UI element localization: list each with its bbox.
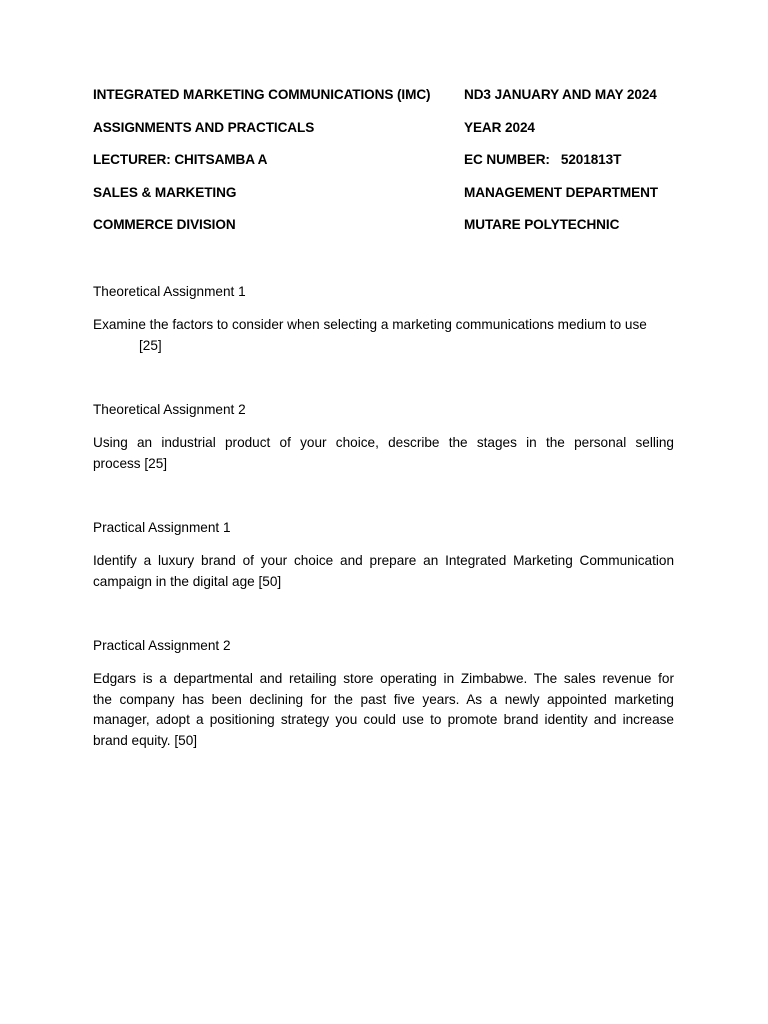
assignment-mark: brand equity. [50] — [93, 733, 198, 749]
assignment-title-practical-2: Practical Assignment 2 — [93, 638, 231, 653]
department-name: MANAGEMENT DEPARTMENT — [464, 185, 658, 200]
assignment-text-line: Edgars is a departmental and retailing store operating in Zimbabwe. The sales revenue for — [93, 671, 674, 686]
document-type: ASSIGNMENTS AND PRACTICALS — [93, 120, 315, 135]
header-row-3 — [93, 152, 693, 172]
assignment-title-theoretical-2: Theoretical Assignment 2 — [93, 402, 246, 417]
assignment-mark: [25] — [139, 337, 162, 353]
program-name: SALES & MARKETING — [93, 185, 237, 200]
year-label: YEAR 2024 — [464, 120, 535, 135]
assignment-text-line: Examine the factors to consider when selecting a marketing communications medium to use — [93, 317, 647, 332]
header-row-2 — [93, 120, 693, 140]
header-row-5 — [93, 217, 693, 237]
assignment-text-line: the company has been declining for the past five years. As a newly appointed marketing — [93, 691, 674, 707]
assignment-body-theoretical-2 — [93, 433, 674, 474]
header-row-4 — [93, 185, 693, 205]
assignment-body-practical-2 — [93, 669, 674, 752]
assignment-mark: campaign in the digital age [50] — [93, 573, 282, 589]
assignment-text-line: Using an industrial product of your choice, describe the stages in the personal selling — [93, 435, 674, 450]
assignment-mark: process [25] — [93, 455, 168, 471]
institution-name: MUTARE POLYTECHNIC — [464, 217, 620, 232]
assignment-body-theoretical-1 — [93, 315, 674, 356]
assignment-title-practical-1: Practical Assignment 1 — [93, 520, 231, 535]
assignment-title-theoretical-1: Theoretical Assignment 1 — [93, 284, 246, 299]
header-row-1 — [93, 87, 693, 107]
session-label: ND3 JANUARY AND MAY 2024 — [464, 87, 657, 102]
lecturer-name: LECTURER: CHITSAMBA A — [93, 152, 268, 167]
assignment-text-line: Identify a luxury brand of your choice and prepare an Integrated Marketing Communication — [93, 553, 674, 568]
assignment-body-practical-1 — [93, 551, 674, 592]
course-title: INTEGRATED MARKETING COMMUNICATIONS (IMC) — [93, 87, 431, 102]
assignment-text-line: manager, adopt a positioning strategy you could use to promote brand identity and increase — [93, 712, 674, 728]
ec-number: EC NUMBER: 5201813T — [464, 152, 622, 167]
division-name: COMMERCE DIVISION — [93, 217, 236, 232]
